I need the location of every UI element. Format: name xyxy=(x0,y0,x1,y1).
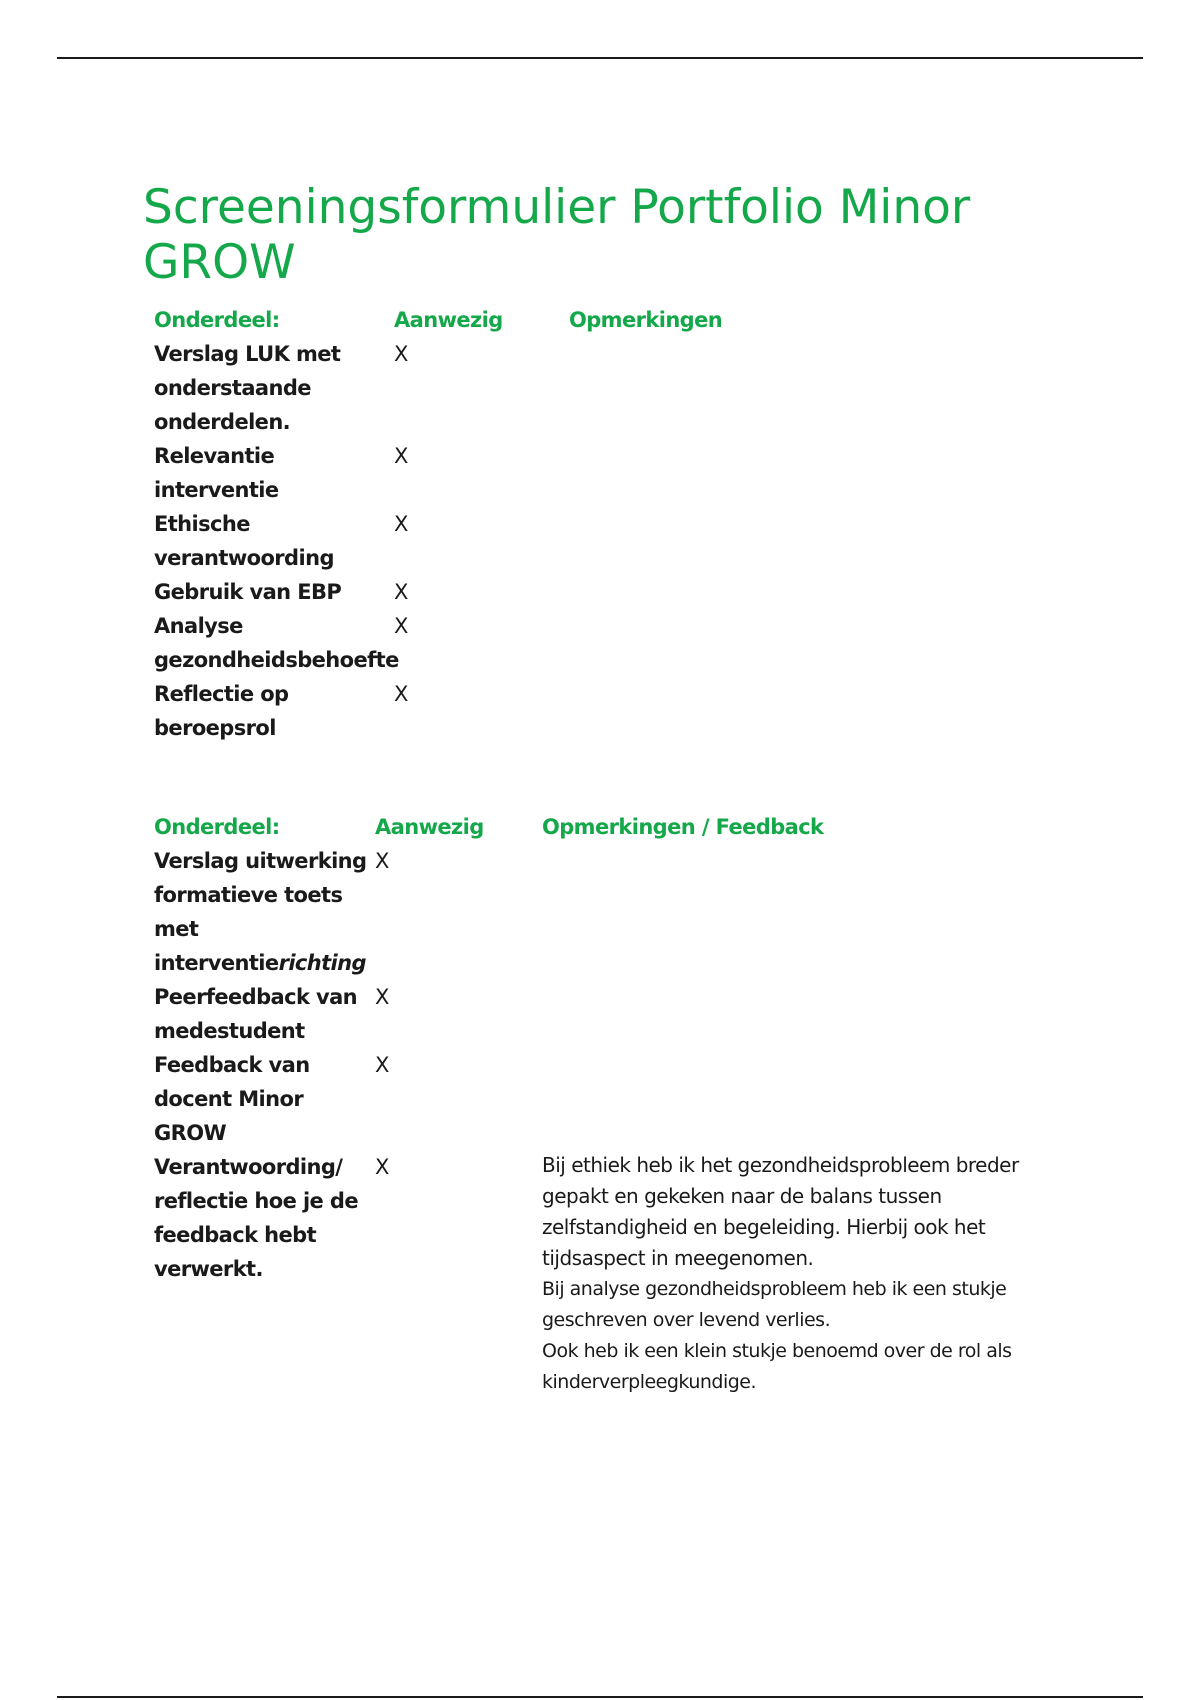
row-present-mark: X xyxy=(375,1053,389,1077)
row-item: Reflectie op beroepsrol xyxy=(154,682,289,740)
header-aanwezig: Aanwezig xyxy=(394,308,503,332)
row-present-mark: X xyxy=(394,580,408,604)
row-item: Ethische verantwoording xyxy=(154,512,334,570)
row-item-italic-text: richting xyxy=(278,951,366,975)
row-comment xyxy=(569,677,969,745)
row-comment xyxy=(542,1150,1032,1398)
header-opmerkingen: Opmerkingen xyxy=(569,308,723,332)
row-comment xyxy=(569,575,969,609)
row-comment xyxy=(542,844,1032,980)
row-item: Peerfeedback van medestudent xyxy=(154,985,358,1043)
row-item: Verantwoording/ reflectie hoe je de feedback hebt verwerkt. xyxy=(154,1155,358,1281)
table-row xyxy=(154,980,1032,1048)
row-present-mark: X xyxy=(394,614,408,638)
table-row xyxy=(154,1150,1032,1398)
table-header-row xyxy=(154,303,969,337)
table-row xyxy=(154,677,969,745)
row-present-mark: X xyxy=(394,682,408,706)
comment-paragraph: Ook heb ik een klein stukje benoemd over de rol als kinderverpleegkundige. xyxy=(542,1340,1012,1393)
table-header-row xyxy=(154,810,1032,844)
row-present-mark: X xyxy=(394,342,408,366)
row-item xyxy=(154,844,375,980)
bottom-rule xyxy=(57,1696,1143,1698)
table-row xyxy=(154,1048,1032,1150)
row-present-mark: X xyxy=(375,1155,389,1179)
row-present-mark: X xyxy=(394,512,408,536)
table-row xyxy=(154,609,969,677)
row-comment xyxy=(569,609,969,677)
table-row xyxy=(154,507,969,575)
header-onderdeel: Onderdeel: xyxy=(154,815,280,839)
row-present-mark: X xyxy=(375,985,389,1009)
row-item: Gebruik van EBP xyxy=(154,580,342,604)
screening-table-1 xyxy=(154,303,969,745)
row-item: Feedback van docent Minor GROW xyxy=(154,1053,310,1145)
row-present-mark: X xyxy=(394,444,408,468)
comment-paragraph: Bij ethiek heb ik het gezondheidsprobleem breder gepakt en gekeken naar de balans tussen zelfstandigheid en begeleiding. Hierbij ook het tijdsaspect in meegenomen. xyxy=(542,1153,1019,1270)
page-title: Screeningsformulier Portfolio Minor GROW xyxy=(143,180,971,290)
table-row xyxy=(154,439,969,507)
row-comment xyxy=(569,507,969,575)
row-item: Analyse gezondheidsbehoefte xyxy=(154,614,399,672)
header-onderdeel: Onderdeel: xyxy=(154,308,280,332)
row-item-text: Verslag uitwerking formatieve toets met interventie xyxy=(154,849,367,975)
row-comment xyxy=(569,439,969,507)
table-row xyxy=(154,337,969,439)
table-row xyxy=(154,844,1032,980)
row-item: Relevantie interventie xyxy=(154,444,279,502)
row-item: Verslag LUK met onderstaande onderdelen. xyxy=(154,342,341,434)
table-row xyxy=(154,575,969,609)
row-comment xyxy=(542,980,1032,1048)
comment-paragraph: Bij analyse gezondheidsprobleem heb ik een stukje geschreven over levend verlies. xyxy=(542,1278,1007,1331)
header-opmerkingen-feedback: Opmerkingen / Feedback xyxy=(542,815,824,839)
top-rule xyxy=(57,57,1143,59)
row-comment xyxy=(542,1048,1032,1150)
row-comment xyxy=(569,337,969,439)
header-aanwezig: Aanwezig xyxy=(375,815,484,839)
screening-table-2 xyxy=(154,810,1032,1398)
row-present-mark: X xyxy=(375,849,389,873)
